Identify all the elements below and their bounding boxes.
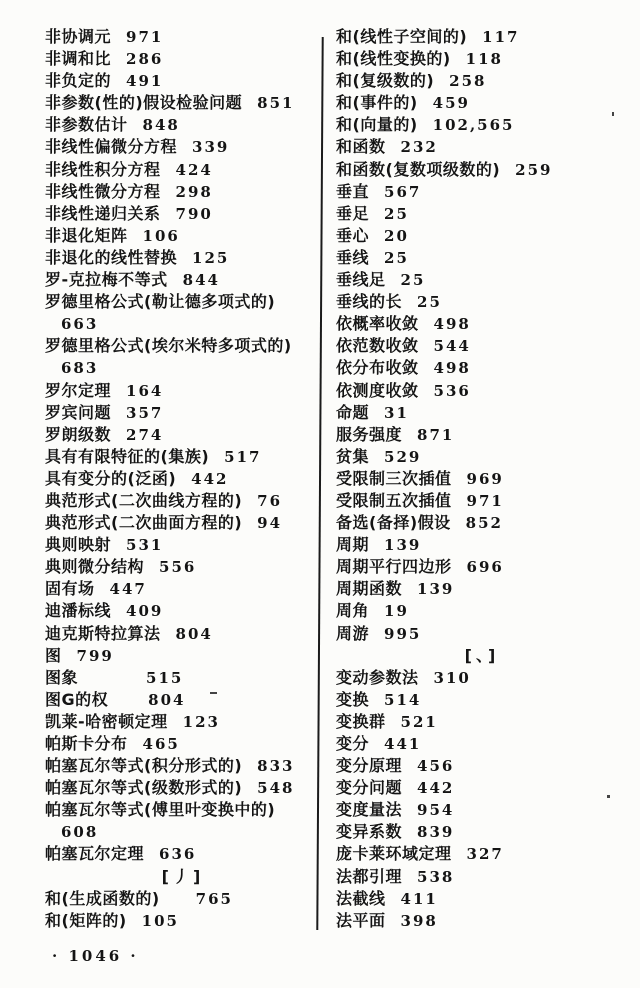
entry-page-number: 106	[142, 226, 180, 245]
entry-term: 垂线的长	[336, 292, 403, 312]
entry-page-number: 447	[109, 580, 147, 599]
entry-term: 周角	[336, 601, 370, 621]
entry-term: 罗朗级数	[45, 424, 112, 444]
entry-term: 固有场	[45, 579, 95, 599]
index-entry	[336, 136, 628, 158]
entry-term: 图G的权	[45, 689, 109, 709]
index-entry	[45, 534, 321, 556]
entry-page-number: 25	[384, 204, 409, 223]
index-entry	[336, 755, 628, 777]
entry-term: 法平面	[336, 910, 386, 930]
index-entry	[45, 888, 321, 910]
index-entry	[45, 446, 321, 468]
index-entry	[45, 799, 321, 821]
entry-term: 变换群	[336, 711, 386, 731]
index-column-left	[45, 26, 321, 932]
entry-term: 依测度收敛	[336, 380, 419, 400]
index-entry	[336, 578, 628, 600]
index-entry	[45, 380, 321, 402]
index-entry	[45, 490, 321, 512]
entry-term: 依分布收敛	[336, 358, 419, 378]
entry-page-number: 25	[400, 271, 426, 290]
index-entry	[45, 70, 321, 92]
entry-page-number: 851	[257, 94, 295, 113]
entry-page-number: 139	[384, 536, 422, 555]
index-entry	[336, 623, 628, 645]
index-entry	[336, 446, 628, 468]
index-entry	[336, 910, 628, 932]
entry-page-number: 804	[148, 690, 186, 709]
index-entry	[336, 799, 628, 821]
entry-term: 图象	[45, 667, 79, 687]
entry-page-number: 536	[433, 381, 471, 400]
index-entry	[45, 181, 321, 203]
entry-page-number: 799	[76, 646, 114, 665]
entry-page-number: 31	[384, 403, 409, 422]
entry-page-number: 844	[182, 271, 220, 290]
scan-artifact	[210, 692, 217, 694]
entry-term: 迪克斯特拉算法	[45, 623, 161, 643]
entry-term: 具有变分的(泛函)	[45, 468, 177, 488]
entry-term: 垂足	[336, 203, 370, 223]
entry-page-number: 459	[432, 94, 470, 113]
entry-page-number: 298	[175, 182, 213, 201]
index-entry	[336, 48, 628, 70]
index-entry	[336, 92, 628, 114]
index-entry	[45, 623, 321, 645]
entry-term: 变分原理	[336, 756, 403, 776]
index-entry	[45, 667, 321, 689]
entry-term: 非调和比	[45, 49, 112, 69]
entry-term: 罗德里格公式(勒让德多项式的)	[45, 292, 276, 312]
entry-term: 非退化的线性替换	[45, 247, 178, 267]
entry-page-number: 538	[417, 867, 455, 886]
entry-term: 变异系数	[336, 822, 403, 842]
index-entry	[45, 269, 321, 291]
entry-page-number: 411	[400, 889, 438, 908]
entry-page-number: 544	[433, 337, 471, 356]
entry-page-number: 442	[191, 469, 229, 488]
entry-term: 周游	[336, 623, 370, 643]
entry-term: 依概率收敛	[336, 314, 419, 334]
index-entry	[45, 48, 321, 70]
entry-term: 备选(备择)假设	[336, 513, 451, 533]
entry-page-number: 125	[192, 248, 230, 267]
entry-page-number: 25	[384, 248, 409, 267]
entry-term: 变分问题	[336, 778, 403, 798]
entry-term: 变换	[336, 689, 370, 709]
entry-term: 命题	[336, 402, 370, 422]
entry-term: 帕塞瓦尔定理	[45, 844, 145, 864]
entry-page-number: 790	[175, 204, 213, 223]
entry-term: 具有有限特征的(集族)	[45, 446, 210, 466]
index-entry	[336, 247, 628, 269]
entry-term: 变度量法	[336, 800, 403, 820]
entry-term: 受限制三次插值	[336, 468, 452, 488]
index-entry-continuation	[45, 357, 321, 379]
entry-page-number: 409	[126, 602, 164, 621]
entry-term: 典范形式(二次曲线方程的)	[45, 490, 243, 510]
entry-page-number: 848	[142, 116, 180, 135]
entry-term: 非线性递归关系	[45, 203, 161, 223]
entry-term: 法都引理	[336, 866, 403, 886]
entry-page-number: 995	[384, 624, 422, 643]
index-entry	[336, 733, 628, 755]
page-number: · 1046 ·	[52, 947, 139, 965]
entry-page-number: 636	[159, 845, 197, 864]
entry-term: 罗尔定理	[45, 380, 112, 400]
index-entry	[336, 114, 628, 136]
entry-page-number: 139	[417, 580, 455, 599]
index-entry	[45, 26, 321, 48]
entry-term: 变动参数法	[336, 667, 419, 687]
index-entry	[336, 490, 628, 512]
index-entry	[45, 114, 321, 136]
index-entry	[45, 733, 321, 755]
index-entry	[45, 402, 321, 424]
entry-page-number: 456	[417, 757, 455, 776]
index-entry	[336, 556, 628, 578]
entry-page-number: 424	[175, 160, 213, 179]
entry-page-number: 274	[126, 425, 164, 444]
index-entry	[336, 667, 628, 689]
entry-page-number: 608	[61, 823, 99, 842]
entry-term: 和(复级数的)	[336, 71, 435, 91]
entry-page-number: 442	[417, 779, 455, 798]
entry-term: 周期	[336, 535, 370, 555]
index-entry-continuation	[45, 821, 321, 843]
entry-page-number: 286	[126, 50, 164, 69]
entry-term: 图	[45, 645, 62, 665]
entry-page-number: 839	[417, 823, 455, 842]
entry-term: 非协调元	[45, 27, 112, 46]
entry-term: 法截线	[336, 888, 386, 908]
entry-page-number: 76	[257, 491, 283, 510]
index-entry	[336, 313, 628, 335]
entry-page-number: 339	[192, 138, 230, 157]
entry-term: 垂线	[336, 247, 370, 267]
entry-term: 和(向量的)	[336, 115, 418, 135]
entry-page-number: 25	[417, 293, 442, 312]
entry-page-number: 398	[400, 911, 438, 930]
index-entry	[45, 777, 321, 799]
index-entry-continuation	[45, 313, 321, 335]
entry-term: 受限制五次插值	[336, 490, 452, 510]
entry-page-number: 259	[515, 160, 553, 179]
entry-page-number: 20	[384, 226, 409, 245]
entry-term: 垂直	[336, 181, 370, 201]
entry-page-number: 529	[384, 447, 422, 466]
entry-page-number: 123	[182, 712, 220, 731]
entry-term: 非线性微分方程	[45, 181, 161, 201]
entry-term: 非线性偏微分方程	[45, 137, 178, 157]
entry-page-number: 102,565	[432, 116, 515, 135]
entry-page-number: 548	[257, 779, 295, 798]
entry-term: 非退化矩阵	[45, 225, 128, 245]
entry-page-number: 683	[61, 359, 99, 378]
index-entry	[45, 247, 321, 269]
entry-term: 和(线性子空间的)	[336, 27, 468, 46]
entry-term: 非参数估计	[45, 115, 128, 135]
entry-term: 变分	[336, 734, 370, 753]
index-entry	[336, 843, 628, 865]
index-entry	[45, 556, 321, 578]
index-entry	[45, 424, 321, 446]
section-header: [丿]	[161, 866, 205, 886]
entry-page-number: 852	[465, 514, 503, 533]
index-entry	[45, 512, 321, 534]
entry-term: 依范数收敛	[336, 336, 419, 356]
index-entry	[336, 600, 628, 622]
index-entry	[45, 910, 321, 932]
entry-page-number: 105	[141, 911, 179, 930]
entry-page-number: 514	[384, 690, 422, 709]
entry-term: 非线性积分方程	[45, 159, 161, 179]
index-entry	[45, 468, 321, 490]
entry-page-number: 765	[195, 889, 233, 908]
entry-page-number: 465	[142, 735, 180, 753]
index-entry	[336, 269, 628, 291]
index-entry	[336, 225, 628, 247]
index-entry	[336, 888, 628, 910]
entry-page-number: 969	[466, 469, 504, 488]
entry-page-number: 327	[466, 845, 504, 864]
entry-page-number: 696	[466, 558, 504, 577]
entry-term: 典则映射	[45, 535, 112, 555]
index-entry	[336, 26, 628, 48]
index-entry	[336, 335, 628, 357]
index-entry	[45, 843, 321, 865]
index-entry	[45, 159, 321, 181]
entry-term: 垂心	[336, 225, 370, 245]
scan-artifact	[612, 112, 614, 116]
entry-term: 罗-克拉梅不等式	[45, 270, 168, 290]
entry-term: 和函数(复数项级数的)	[336, 159, 501, 179]
scan-artifact	[607, 795, 610, 798]
entry-term: 周期函数	[336, 579, 403, 599]
index-entry	[45, 578, 321, 600]
index-entry	[45, 335, 321, 357]
entry-term: 帕斯卡分布	[45, 734, 128, 753]
entry-term: 和(生成函数的)	[45, 888, 160, 908]
entry-term: 和(线性变换的)	[336, 49, 451, 69]
entry-term: 非参数(性的)假设检验问题	[45, 93, 243, 113]
entry-term: 和函数	[336, 137, 386, 157]
entry-page-number: 94	[257, 514, 283, 533]
index-entry	[336, 777, 628, 799]
entry-term: 帕塞瓦尔等式(级数形式的)	[45, 778, 243, 798]
index-entry	[45, 291, 321, 313]
index-entry	[336, 468, 628, 490]
index-entry	[45, 645, 321, 667]
entry-page-number: 118	[465, 50, 503, 69]
entry-term: 垂线足	[336, 270, 386, 290]
entry-term: 帕塞瓦尔等式(傅里叶变换中的)	[45, 800, 276, 820]
entry-term: 服务强度	[336, 424, 403, 444]
entry-term: 凯莱-哈密顿定理	[45, 711, 168, 731]
entry-term: 罗德里格公式(埃尔米特多项式的)	[45, 336, 292, 356]
index-entry	[45, 711, 321, 733]
entry-page-number: 117	[482, 28, 520, 46]
entry-page-number: 567	[384, 182, 422, 201]
entry-term: 和(事件的)	[336, 93, 418, 113]
index-entry	[336, 866, 628, 888]
index-entry	[336, 159, 628, 181]
index-entry	[336, 402, 628, 424]
entry-term: 周期平行四边形	[336, 557, 452, 577]
entry-page-number: 833	[257, 757, 295, 776]
index-entry	[336, 821, 628, 843]
entry-page-number: 232	[400, 138, 438, 157]
index-entry	[336, 357, 628, 379]
entry-page-number: 971	[126, 28, 164, 46]
entry-page-number: 19	[384, 602, 409, 621]
index-entry	[45, 689, 321, 711]
entry-page-number: 164	[126, 381, 164, 400]
entry-page-number: 871	[417, 425, 455, 444]
entry-term: 迪潘标线	[45, 601, 112, 621]
entry-page-number: 310	[433, 668, 471, 687]
entry-page-number: 441	[384, 735, 422, 753]
index-entry	[45, 92, 321, 114]
entry-page-number: 663	[61, 315, 99, 334]
index-column-right	[336, 26, 628, 932]
entry-page-number: 357	[126, 403, 164, 422]
index-entry	[45, 136, 321, 158]
index-entry	[336, 291, 628, 313]
index-entry	[336, 534, 628, 556]
index-entry	[45, 225, 321, 247]
entry-page-number: 498	[433, 359, 471, 378]
entry-term: 庞卡莱环域定理	[336, 844, 452, 864]
index-entry	[336, 380, 628, 402]
entry-term: 罗宾问题	[45, 402, 112, 422]
entry-page-number: 258	[449, 72, 487, 91]
entry-term: 典则微分结构	[45, 557, 145, 577]
index-entry	[45, 600, 321, 622]
index-entry	[336, 70, 628, 92]
entry-page-number: 804	[175, 624, 213, 643]
entry-term: 帕塞瓦尔等式(积分形式的)	[45, 756, 243, 776]
section-header: [、]	[464, 645, 500, 665]
index-entry	[45, 203, 321, 225]
index-entry	[336, 711, 628, 733]
entry-term: 贫集	[336, 446, 370, 466]
entry-page-number: 498	[433, 315, 471, 334]
index-entry	[336, 203, 628, 225]
entry-page-number: 491	[126, 72, 164, 91]
entry-page-number: 521	[400, 712, 438, 731]
index-entry	[336, 689, 628, 711]
entry-page-number: 954	[417, 801, 455, 820]
index-entry	[336, 181, 628, 203]
entry-page-number: 556	[159, 558, 197, 577]
index-entry	[336, 512, 628, 534]
index-entry	[336, 424, 628, 446]
entry-term: 非负定的	[45, 71, 112, 91]
entry-page-number: 515	[146, 668, 184, 687]
entry-page-number: 531	[126, 536, 164, 555]
index-entry	[45, 755, 321, 777]
entry-page-number: 971	[466, 491, 504, 510]
entry-term: 典范形式(二次曲面方程的)	[45, 513, 243, 533]
entry-term: 和(矩阵的)	[45, 910, 127, 930]
entry-page-number: 517	[224, 447, 262, 466]
